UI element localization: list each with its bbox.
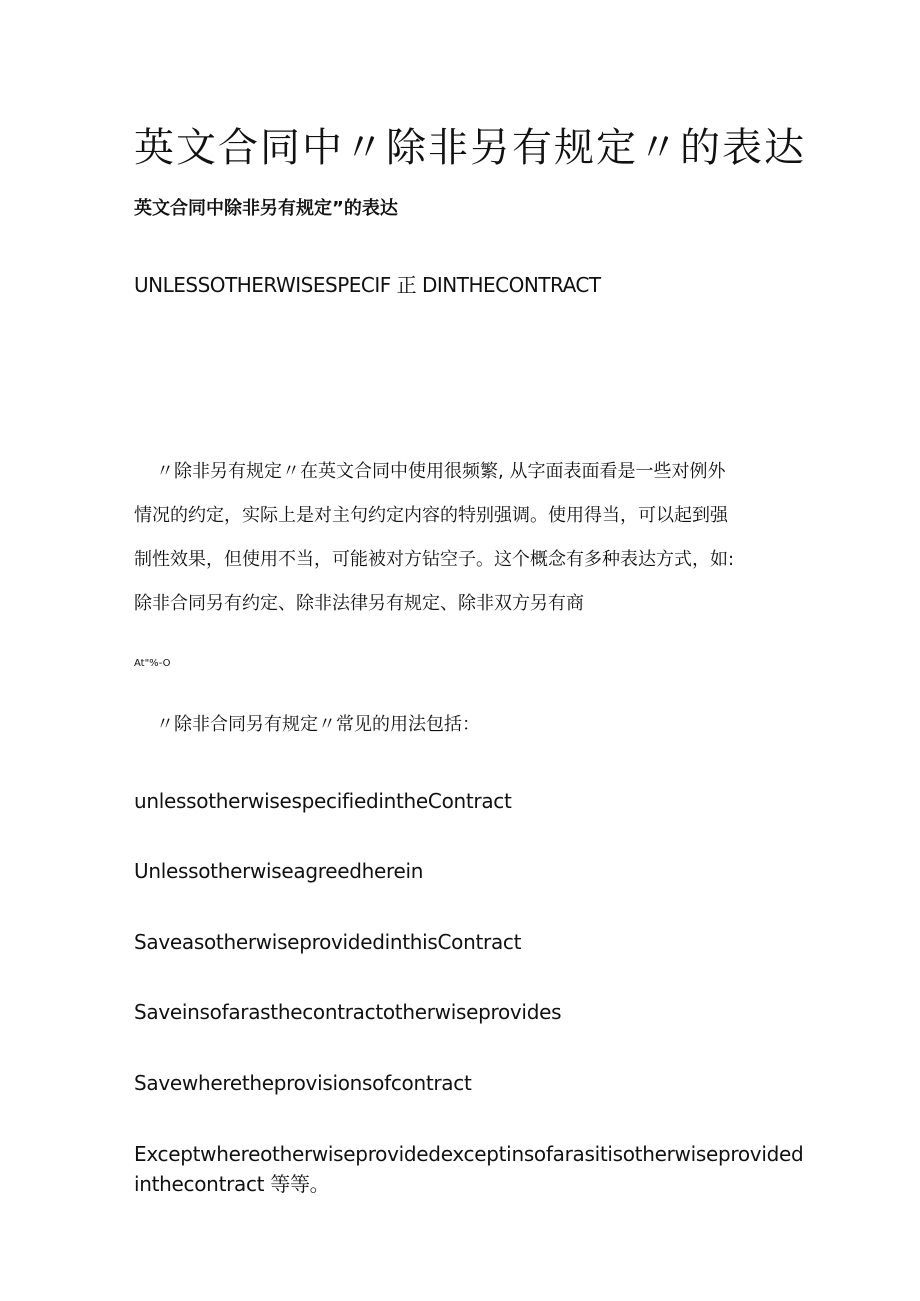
paragraph-line: 制性效果，但使用不当，可能被对方钻空子。这个概念有多种表达方式，如: [134, 549, 735, 570]
paragraph-line: 除非合同另有约定、除非法律另有规定、除非双方另有商 [134, 593, 584, 614]
paragraph-line: 〃除非另有规定〃在英文合同中使用很频繁, 从字面表面看是一些对例外 [156, 461, 726, 482]
document-title: 英文合同中〃除非另有规定〃的表达 [134, 125, 806, 171]
paragraph-line: 情况的约定，实际上是对主句约定内容的特别强调。使用得当，可以起到强 [134, 505, 728, 526]
usage-phrase: unlessotherwisespecifiedintheContract [134, 789, 512, 813]
usage-lead-line: 〃除非合同另有规定〃常见的用法包括： [156, 714, 480, 735]
usage-phrase: SaveasotherwiseprovidedinthisContract [134, 930, 522, 954]
caps-heading: UNLESSOTHERWISESPECIF 正 DINTHECONTRACT [134, 273, 601, 297]
usage-phrase: Saveinsofarasthecontractotherwiseprovides [134, 1000, 562, 1024]
document-subtitle: 英文合同中除非另有规定”的表达 [134, 198, 398, 219]
usage-phrase: Unlessotherwiseagreedherein [134, 859, 424, 883]
usage-phrase-line: Exceptwhereotherwiseprovidedexceptinsofarasitisotherwiseprovided [134, 1142, 804, 1166]
garbled-fragment: At"%-O [134, 658, 171, 669]
intro-paragraph [134, 450, 794, 626]
usage-phrase-last [134, 1139, 803, 1199]
usage-phrase-line: inthecontract 等等。 [134, 1172, 330, 1196]
usage-phrase: Savewheretheprovisionsofcontract [134, 1071, 472, 1095]
